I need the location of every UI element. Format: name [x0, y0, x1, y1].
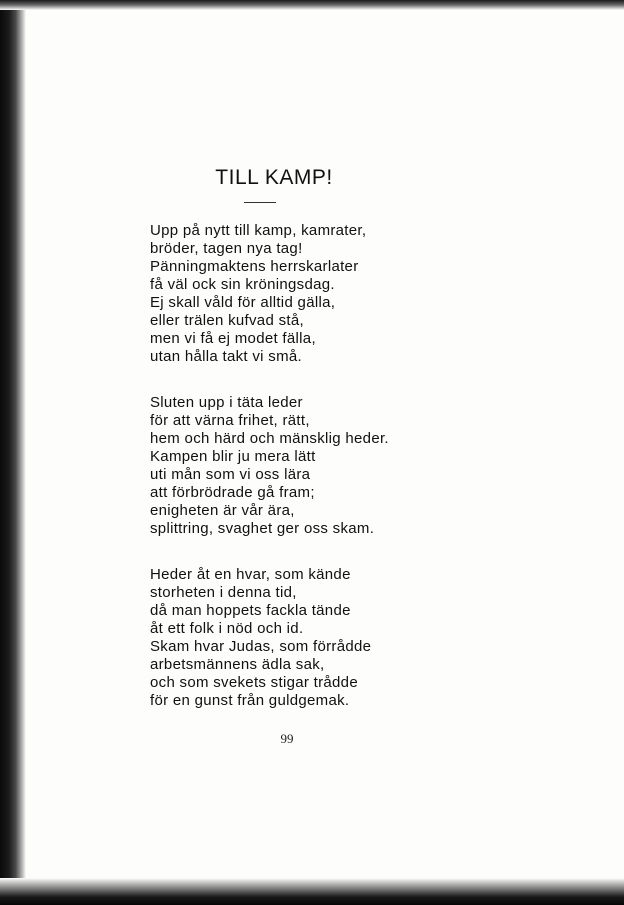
verse-line: utan hålla takt vi små. — [150, 348, 302, 365]
verse-line: och som svekets stigar trådde — [150, 674, 358, 691]
scan-edge-bottom — [0, 878, 624, 905]
verse-line: åt ett folk i nöd och id. — [150, 620, 304, 637]
verse-line: enigheten är vår ära, — [150, 502, 295, 519]
verse-line: att förbrödrade gå fram; — [150, 484, 315, 501]
verse-line: splittring, svaghet ger oss skam. — [150, 520, 375, 537]
verse-line: få väl ock sin kröningsdag. — [150, 276, 335, 293]
scan-edge-top — [0, 0, 624, 10]
verse-line: Skam hvar Judas, som förrådde — [150, 638, 372, 655]
title-rule — [244, 202, 276, 203]
verse-line: Ej skall våld för alltid gälla, — [150, 294, 336, 311]
verse-line: bröder, tagen nya tag! — [150, 240, 303, 257]
verse-line: Heder åt en hvar, som kände — [150, 566, 351, 583]
verse-line: Pänningmaktens herrskarlater — [150, 258, 359, 275]
verse-line: då man hoppets fackla tände — [150, 602, 351, 619]
verse-line: arbetsmännens ädla sak, — [150, 656, 325, 673]
verse-line: för att värna frihet, rätt, — [150, 412, 310, 429]
verse-line: eller trälen kufvad stå, — [150, 312, 304, 329]
verse-line: men vi få ej modet fälla, — [150, 330, 316, 347]
stanza-3 — [150, 566, 450, 710]
verse-line: för en gunst från guldgemak. — [150, 692, 350, 709]
poem-title: TILL KAMP! — [215, 166, 333, 189]
page-number: 99 — [280, 731, 294, 746]
stanza-2 — [150, 394, 450, 538]
scan-edge-left — [0, 0, 26, 905]
verse-line: uti mån som vi oss lära — [150, 466, 311, 483]
stanza-1 — [150, 222, 450, 366]
verse-line: Kampen blir ju mera lätt — [150, 448, 316, 465]
verse-line: storheten i denna tid, — [150, 584, 297, 601]
verse-line: Upp på nytt till kamp, kamrater, — [150, 222, 367, 239]
verse-line: hem och härd och mänsklig heder. — [150, 430, 389, 447]
verse-line: Sluten upp i täta leder — [150, 394, 303, 411]
